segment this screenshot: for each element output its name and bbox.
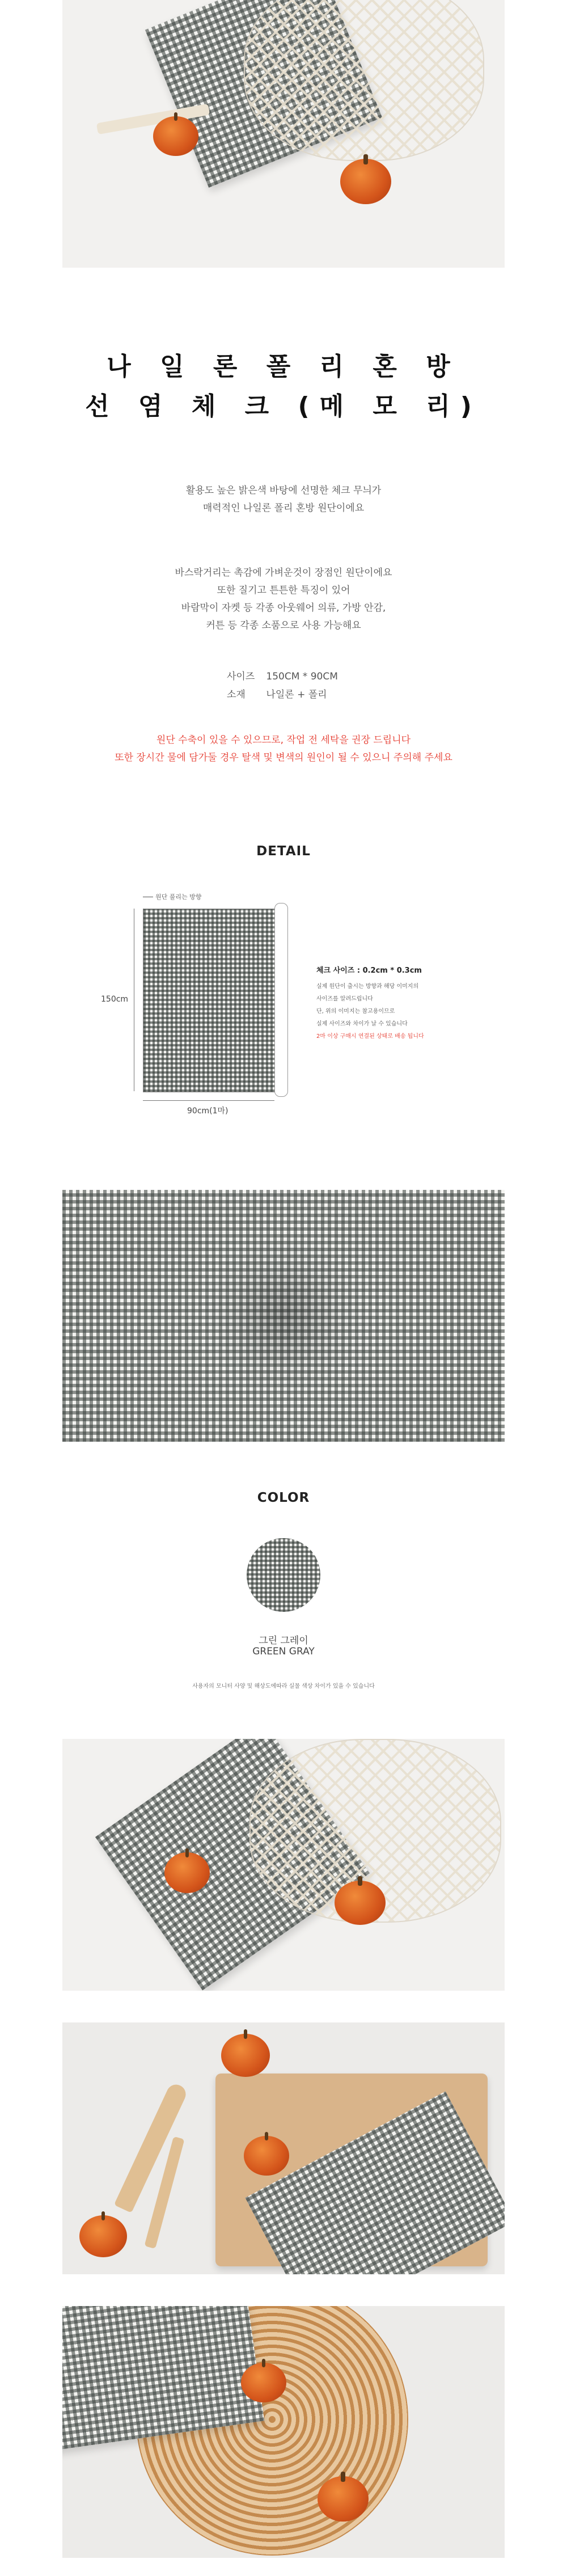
color-swatch [247,1538,320,1612]
note-line: 실제 사이즈와 차이가 날 수 있습니다 [316,1021,408,1027]
pumpkin-center [241,2363,286,2402]
pumpkin-bottom [318,2476,369,2522]
height-label: 150cm [101,995,129,1004]
direction-label: 원단 풀리는 방향 [155,893,202,901]
product-title-line1: 나 일 론 폴 리 혼 방 [107,352,460,381]
warning-line: 또한 장시간 물에 담가둘 경우 탈색 및 변색의 원인이 될 수 있으니 주의해 주세요 [115,752,452,763]
detail-heading: DETAIL [256,844,311,859]
color-name-kr: 그린 그레이 [259,1635,308,1646]
color-name-en: GREEN GRAY [252,1646,315,1657]
text-line: 매력적인 나일론 폴리 혼방 원단이에요 [202,502,365,514]
text-line: 커튼 등 각종 소품으로 사용 가능해요 [206,620,361,631]
check-size: 체크 사이즈 : 0.2cm * 0.3cm [316,966,422,975]
text-line: 활용도 높은 밝은색 바탕에 선명한 체크 무늬가 [185,485,382,496]
pumpkin-middle [244,2136,289,2176]
fabric-swatch [143,909,276,1092]
width-dimension-line [143,1100,274,1101]
note-line: 단, 위의 이미지는 참고용이므로 [316,1008,395,1015]
description-features [0,564,567,635]
fabric-roll [274,903,288,1097]
product-title-line2: 선 염 체 크 (메 모 리) [85,392,482,421]
color-heading: COLOR [257,1490,310,1505]
top-product-photo [62,0,505,268]
styled-photo-tray [62,2022,505,2274]
text-line: 바스락거리는 촉감에 가벼운것이 장점인 원단이에요 [175,567,392,578]
width-label: 90cm(1마) [187,1107,229,1116]
detail-diagram [96,890,306,1117]
material-label: 소재 [227,689,246,700]
spec-size [227,668,338,686]
pumpkin-right [340,159,391,204]
detail-notes [316,964,503,1043]
fabric-closeup-photo [62,1190,505,1442]
styled-photo-rattan [62,2306,505,2558]
color-disclaimer: 사용자의 모니터 사양 및 해상도에따라 실물 색상 차이가 있을 수 있습니다 [192,1683,375,1690]
fabric-swirl [198,1235,369,1394]
note-line-red: 2마 이상 구매시 연결된 상태로 배송 됩니다 [316,1033,424,1040]
material-value: 나일론 + 폴리 [266,689,327,700]
description-intro [0,482,567,517]
note-line: 실제 원단이 출시는 방향과 해당 이미지의 [316,983,419,990]
size-label: 사이즈 [227,671,255,682]
mesh-bag [244,0,484,161]
size-value: 150CM * 90CM [266,671,338,682]
pumpkin-right [335,1881,386,1925]
spec-material [227,686,327,704]
text-line: 또한 질기고 튼튼한 특징이 있어 [217,585,350,596]
text-line: 바람막이 자켓 등 각종 아웃웨어 의류, 가방 안감, [181,602,386,614]
warning-line: 원단 수축이 있을 수 있으므로, 작업 전 세탁을 권장 드립니다 [156,734,411,746]
washing-warning [0,732,567,767]
pumpkin-left [164,1852,210,1893]
pumpkin-top [221,2034,270,2077]
styled-photo-bag [62,1739,505,1991]
note-line: 사이즈를 알려드립니다 [316,996,373,1002]
pumpkin-left [153,116,198,156]
pumpkin-bottom [79,2215,127,2257]
